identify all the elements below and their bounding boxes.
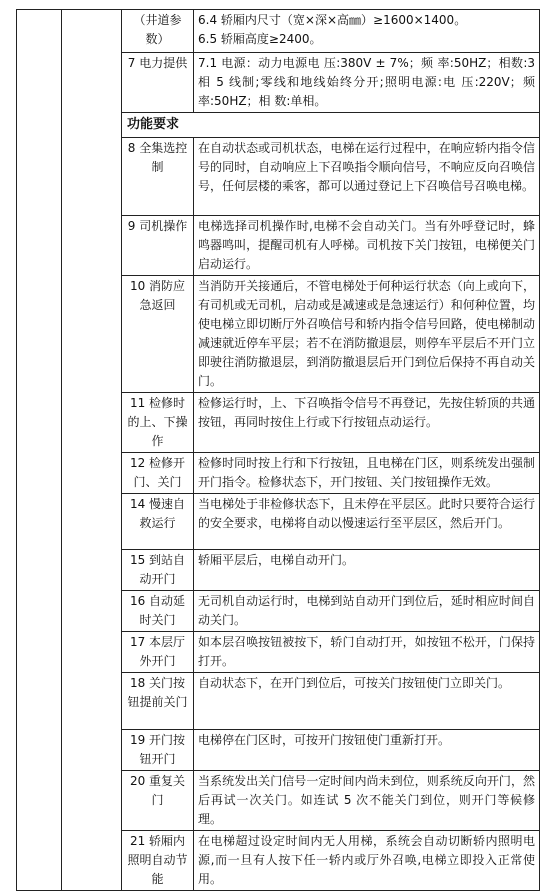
content-line: 7.1 电源：动力电源电 压:380V ± 7%；频 率:50HZ；相数:3 相 5 线制;零线和地线始终分开;照明电源:电 压:220V；频 率:50HZ；相 数:单相。 — [198, 56, 535, 108]
outer-blank-column — [17, 10, 62, 891]
row-content: 无司机自动运行时，电梯到站自动开门到位后，延时相应时间自动关门。 — [194, 591, 540, 632]
row-content: 电梯选择司机操作时,电梯不会自动关门。当有外呼登记时，蜂鸣器鸣叫，提醒司机有人呼梯。司机按下关门按钮，电梯便关门启动运行。 — [194, 216, 540, 276]
row-label: 15 到站自动开门 — [122, 550, 194, 591]
row-content: 当系统发出关门信号一定时间内尚未到位，则系统反向开门，然后再试一次关门。如连试 5 次不能关门到位，则开门等候修理。 — [194, 771, 540, 831]
row-content: 在电梯超过设定时间内无人用梯，系统会自动切断轿内照明电源,而一旦有人按下任一轿内或厅外召唤,电梯立即投入正常使用。 — [194, 831, 540, 891]
row-content: 检修时同时按上行和下行按钮，且电梯在门区，则系统发出强制开门指令。检修状态下，开门按钮、关门按钮操作无效。 — [194, 453, 540, 494]
row-content: 在自动状态或司机状态，电梯在运行过程中，在响应轿内指令信号的同时，自动响应上下召唤指令顺向信号，不响应反向召唤信号，任何层楼的乘客，都可以通过登记上下召唤信号召唤电梯。 — [194, 138, 540, 216]
row-label: 9 司机操作 — [122, 216, 194, 276]
row-content: 轿厢平层后，电梯自动开门。 — [194, 550, 540, 591]
row-label: 7 电力提供 — [122, 53, 194, 113]
row-label: 16 自动延时关门 — [122, 591, 194, 632]
content-line: 6.5 轿厢高度≥2400。 — [198, 32, 322, 46]
row-label: 12 检修开门、关门 — [122, 453, 194, 494]
row-content: 当电梯处于非检修状态下，且未停在平层区。此时只要符合运行的安全要求，电梯将自动以慢速运行至平层区，然后开门。 — [194, 494, 540, 550]
row-label: （井道参数） — [122, 10, 194, 53]
row-content: 自动状态下，在开门到位后，可按关门按钮使门立即关门。 — [194, 673, 540, 730]
row-label: 21 轿厢内照明自动节能 — [122, 831, 194, 891]
row-label: 20 重复关门 — [122, 771, 194, 831]
row-label: 8 全集选控制 — [122, 138, 194, 216]
content-line: 6.4 轿厢内尺寸（宽×深×高㎜）≥1600×1400。 — [198, 13, 467, 27]
section-title: 功能要求 — [122, 113, 540, 138]
row-content: 检修运行时，上、下召唤指令信号不再登记，先按住轿顶的共通按钮，再同时按住上行或下行按钮点动运行。 — [194, 393, 540, 453]
row-label: 14 慢速自救运行 — [122, 494, 194, 550]
row-content: 如本层召唤按钮被按下，轿门自动打开，如按钮不松开，门保持打开。 — [194, 632, 540, 673]
row-content — [194, 53, 540, 113]
spec-table — [16, 9, 540, 891]
row-label: 17 本层厅外开门 — [122, 632, 194, 673]
row-content: 当消防开关接通后，不管电梯处于何种运行状态（向上或向下，有司机或无司机，启动或是减速或是急速运行）和何种位置，均使电梯立即切断厅外召唤信号和轿内指令信号回路，使电梯制动减速就近停车平层；若不在消防撤退层，则停车平层后不开门立即驶往消防撤退层，到消防撤退层后开门到位后保持不再自动关门。 — [194, 276, 540, 393]
category-blank-column — [62, 10, 122, 891]
row-content: 电梯停在门区时，可按开门按钮使门重新打开。 — [194, 730, 540, 771]
row-label: 10 消防应急返回 — [122, 276, 194, 393]
table-row — [17, 10, 540, 53]
row-content — [194, 10, 540, 53]
row-label: 19 开门按钮开门 — [122, 730, 194, 771]
row-label: 18 关门按钮提前关门 — [122, 673, 194, 730]
row-label: 11 检修时的上、下操作 — [122, 393, 194, 453]
